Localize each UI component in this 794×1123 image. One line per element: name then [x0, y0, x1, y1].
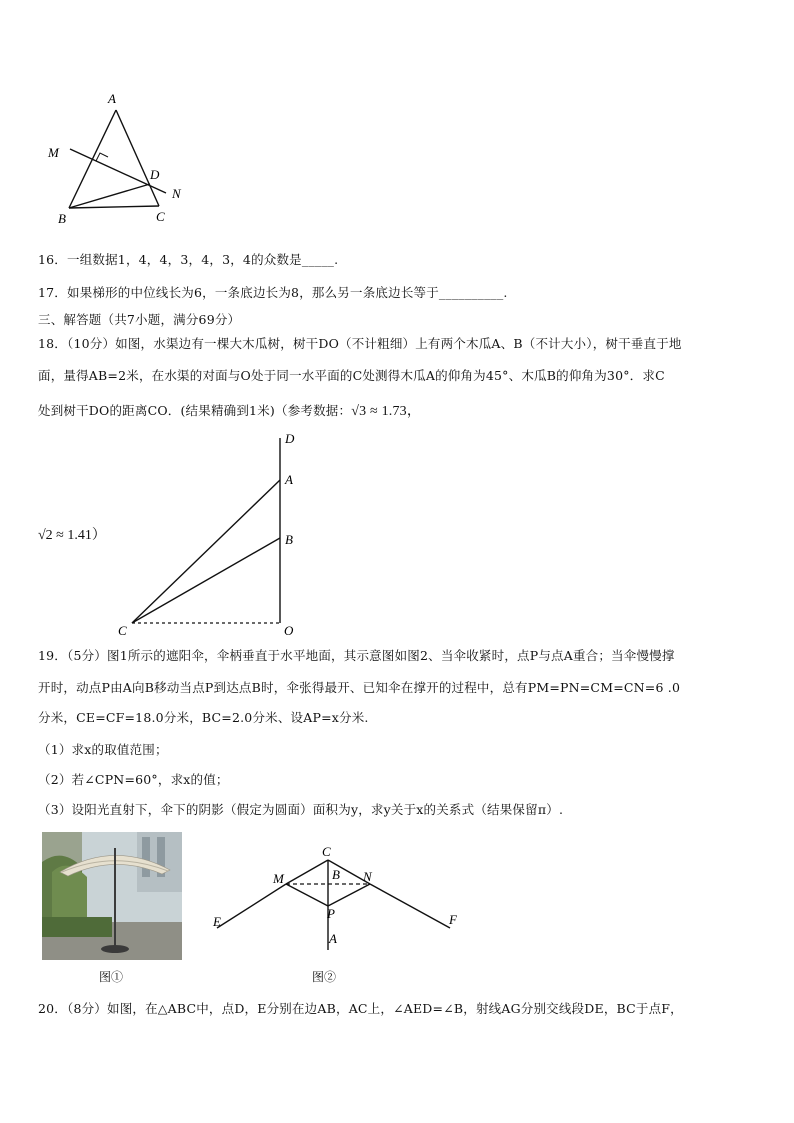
- question-19-line2: 开时，动点P由A向B移动当点P到达点B时，伞张得最开、已知伞在撑开的过程中，总有PM=PN=CM=CN=6 .0: [38, 680, 681, 695]
- question-17: 17．如果梯形的中位线长为6，一条底边长为8，那么另一条底边长等于__________.: [38, 285, 508, 300]
- sqrt3-approx: √3 ≈ 1.73，: [351, 404, 422, 419]
- label-p: P: [327, 906, 335, 921]
- label-n: N: [172, 186, 181, 201]
- question-16: 16．一组数据1，4，4，3，4，3，4的众数是_____.: [38, 252, 339, 267]
- umbrella-schematic: [205, 840, 475, 955]
- label-b: B: [332, 867, 340, 882]
- label-d: D: [150, 167, 160, 182]
- question-18-line1: 18．（10分）如图，水渠边有一棵大木瓜树，树干DO（不计粗细）上有两个木瓜A、B（不计大小），树干垂直于地: [38, 336, 682, 351]
- label-o: O: [284, 623, 294, 638]
- label-a: A: [285, 472, 293, 487]
- umbrella-photo: [42, 832, 182, 960]
- label-d: D: [285, 431, 295, 446]
- label-c: C: [118, 623, 127, 638]
- label-a: A: [329, 931, 337, 946]
- question-18-line3-text: 处到树干DO的距离CO．(结果精确到1米)（参考数据：: [38, 403, 352, 418]
- label-f: F: [449, 912, 457, 927]
- label-m: M: [48, 145, 59, 160]
- question-18-line2: 面，量得AB=2米，在水渠的对面与O处于同一水平面的C处测得木瓜A的仰角为45°、木瓜B的仰角为30°．求C: [38, 368, 665, 383]
- question-19-line1: 19．（5分）图1所示的遮阳伞，伞柄垂直于水平地面，其示意图如图2、当伞收紧时，点P与点A重合；当伞慢慢撑: [38, 648, 675, 663]
- label-b: B: [58, 211, 66, 226]
- figure-1-caption: 图①: [99, 970, 124, 984]
- section-3-heading: 三、解答题（共7小题，满分69分）: [38, 312, 241, 327]
- label-c: C: [322, 844, 331, 859]
- label-n: N: [363, 869, 372, 884]
- label-b: B: [285, 532, 293, 547]
- sqrt2-approx: √2 ≈ 1.41）: [38, 528, 106, 543]
- tree-elevation-figure: [110, 428, 310, 638]
- label-a: A: [108, 91, 116, 106]
- figure-2-caption: 图②: [312, 970, 337, 984]
- question-20-line1: 20．（8分）如图，在△ABC中，点D，E分别在边AB，AC上，∠AED=∠B，射线AG分别交线段DE，BC于点F，: [38, 1001, 683, 1016]
- label-m: M: [273, 871, 284, 886]
- triangle-figure-15: [40, 88, 200, 228]
- question-19-line3: 分米，CE=CF=18.0分米，BC=2.0分米、设AP=x分米.: [38, 710, 369, 725]
- label-e: E: [213, 914, 221, 929]
- question-19-part3: （3）设阳光直射下，伞下的阴影（假定为圆面）面积为y，求y关于x的关系式（结果保留π）.: [38, 802, 564, 817]
- question-19-part2: （2）若∠CPN=60°，求x的值；: [38, 772, 229, 787]
- question-19-part1: （1）求x的取值范围；: [38, 742, 168, 757]
- question-18-line3: [38, 400, 421, 420]
- label-c: C: [156, 209, 165, 224]
